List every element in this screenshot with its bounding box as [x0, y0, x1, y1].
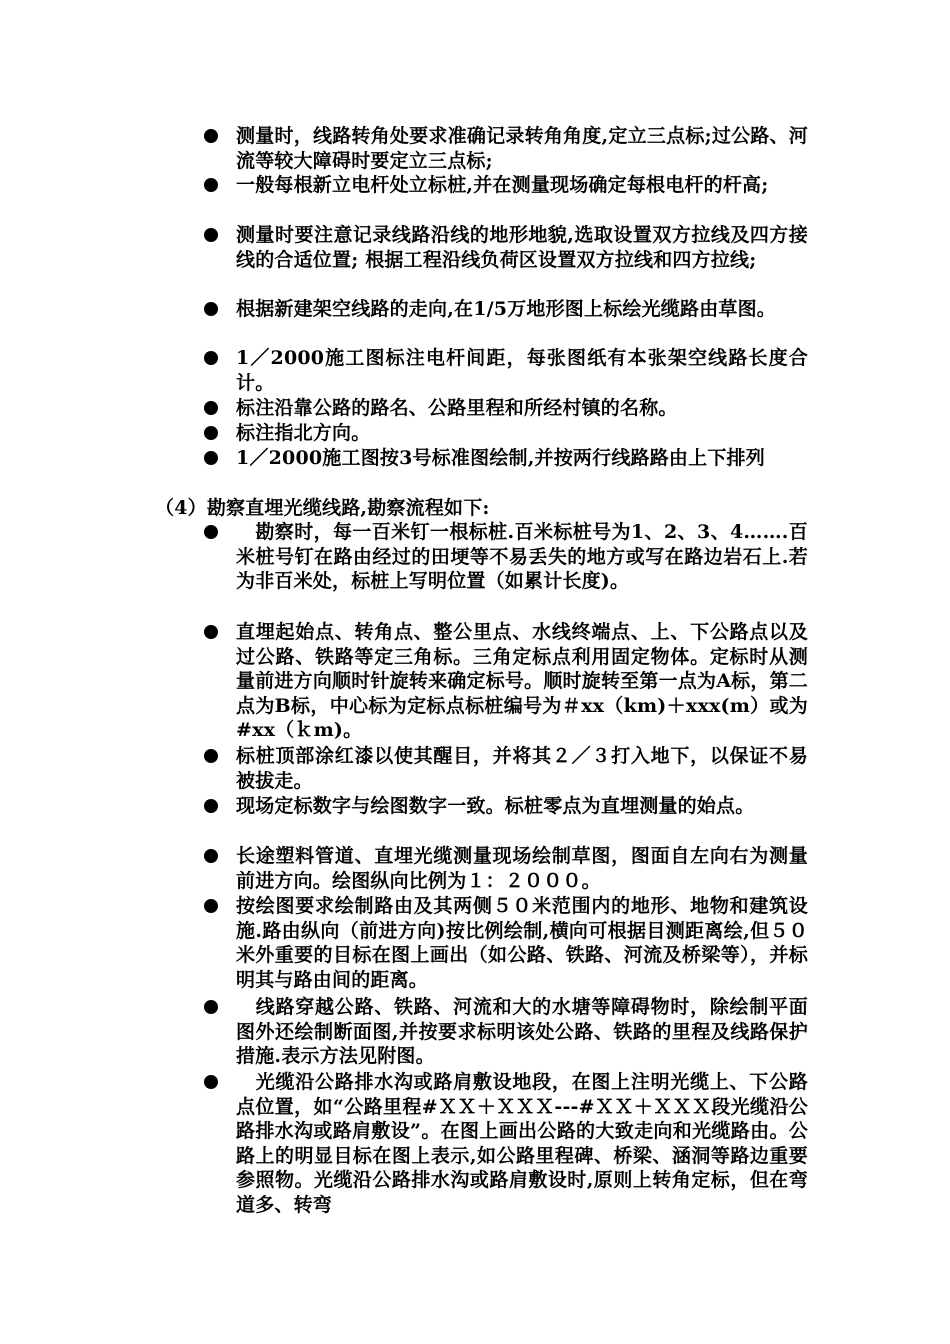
list-item: 一般每根新立电杆处立标桩,并在测量现场确定每根电杆的杆高;: [236, 174, 769, 196]
bullet-dot: [204, 129, 218, 143]
list-item: 测量时，线路转角处要求准确记录转角角度,定立三点标;过公路、河流等较大障碍时要定立三点标;: [236, 125, 808, 172]
list-item: 勘察时，每一百米钉一根标桩.百米标桩号为1、2、3、4…….百米桩号钉在路由经过的田埂等不易丢失的地方或写在路边岩石上.若为非百米处，标桩上写明位置（如累计长度)。: [236, 521, 808, 593]
bullet-dot: [204, 351, 218, 365]
list-item: 标注指北方向。: [236, 422, 371, 444]
bullet-dot: [204, 401, 218, 415]
list-item: 现场定标数字与绘图数字一致。标桩零点为直埋测量的始点。: [236, 795, 755, 817]
list-item: 光缆沿公路排水沟或路肩敷设地段，在图上注明光缆上、下公路点位置，如“公路里程#ＸＸ＋ＸＸＸ---#ＸＸ＋ＸＸＸ段光缆沿公路排水沟或路肩敷设”。在图上画出公路的大致走向和光缆路由。公路上的明显目标在图上表示,如公路里程碑、桥梁、涵洞等路边重要参照物。光缆沿公路排水沟或路肩敷设时,原则上转角定标，但在弯道多、转弯: [236, 1071, 808, 1216]
list-item: 直埋起始点、转角点、整公里点、水线终端点、上、下公路点以及过公路、铁路等定三角标。三角定标点利用固定物体。定标时从测量前进方向顺时针旋转来确定标号。顺时旋转至第一点为A标，第二点为B标，中心标为定标点标桩编号为＃xx（km)＋xxx(m）或为#xx（ｋm)。: [236, 621, 808, 742]
bullet-dot: [204, 525, 218, 539]
list-item: 按绘图要求绘制路由及其两侧５０米范围内的地形、地物和建筑设施.路由纵向（前进方向)按比例绘制,横向可根据目测距离绘,但５０米外重要的目标在图上画出（如公路、铁路、河流及桥梁等），并标明其与路由间的距离。: [236, 895, 808, 991]
list-item: 1／2000施工图标注电杆间距，每张图纸有本张架空线路长度合计。: [236, 347, 808, 394]
list-item: 线路穿越公路、铁路、河流和大的水塘等障碍物时，除绘制平面图外还绘制断面图,并按要求标明该处公路、铁路的里程及线路保护措施.表示方法见附图。: [236, 996, 808, 1068]
list-item: 1／2000施工图按3号标准图绘制,并按两行线路路由上下排列: [236, 447, 765, 469]
bullet-dot: [204, 1000, 218, 1014]
bullet-dot: [204, 749, 218, 763]
bullet-dot: [204, 625, 218, 639]
section-heading: （4）勘察直埋光缆线路,勘察流程如下:: [155, 497, 490, 519]
list-item: 标注沿靠公路的路名、公路里程和所经村镇的名称。: [236, 397, 678, 419]
bullet-dot: [204, 302, 218, 316]
bullet-dot: [204, 1075, 218, 1089]
bullet-dot: [204, 899, 218, 913]
list-item: 标桩顶部涂红漆以使其醒目，并将其２／３打入地下，以保证不易被拔走。: [236, 745, 808, 792]
list-item: 长途塑料管道、直埋光缆测量现场绘制草图，图面自左向右为测量前进方向。绘图纵向比例为１：２０００。: [236, 845, 808, 892]
bullet-dot: [204, 426, 218, 440]
bullet-dot: [204, 451, 218, 465]
bullet-dot: [204, 228, 218, 242]
bullet-dot: [204, 849, 218, 863]
bullet-dot: [204, 799, 218, 813]
list-item: 根据新建架空线路的走向,在1/5万地形图上标绘光缆路由草图。: [236, 298, 776, 320]
bullet-dot: [204, 178, 218, 192]
list-item: 测量时要注意记录线路沿线的地形地貌,选取设置双方拉线及四方接线的合适位置; 根据工程沿线负荷区设置双方拉线和四方拉线;: [236, 224, 808, 271]
